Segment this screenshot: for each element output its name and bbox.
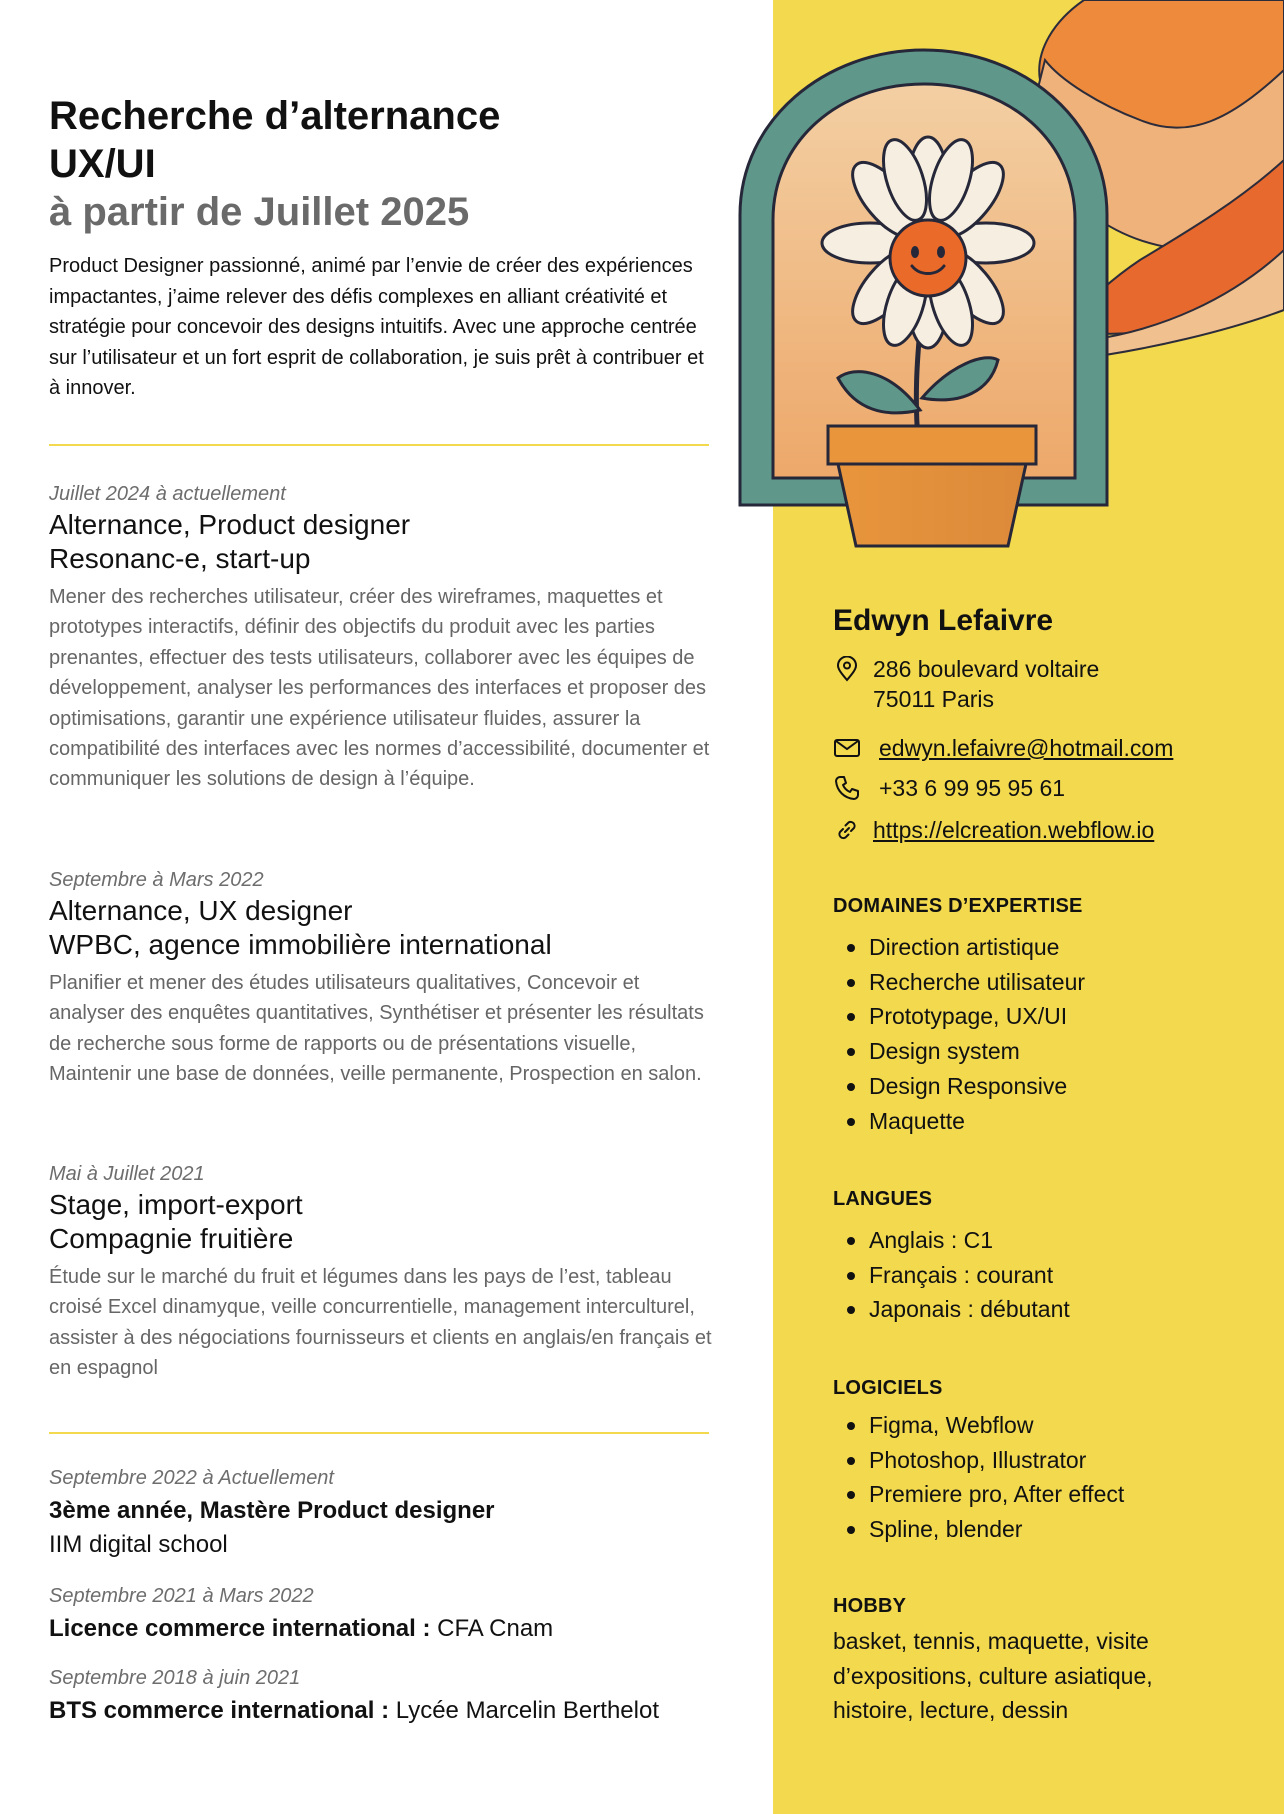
list-item: Français : courant — [833, 1258, 1070, 1293]
list-item: Maquette — [833, 1104, 1085, 1139]
education-degree: 3ème année, Mastère Product designer — [49, 1497, 495, 1524]
software-list — [833, 1408, 1124, 1547]
phone-number: +33 6 99 95 95 61 — [879, 775, 1066, 801]
experience-description: Mener des recherches utilisateur, créer des wireframes, maquettes et prototypes interactifs, définir des objectifs du produit avec les parties prenantes, effectuer des tests utilisateurs, collaborer avec les équipes de développement, analyser les performances des interfaces et proposer des optimisations, garantir une expérience utilisateur fluides, assurer la compatibilité des interfaces avec les normes d’accessibilité, documenter et communiquer les solutions de design à l’équipe. — [49, 586, 710, 791]
list-item: Figma, Webflow — [833, 1408, 1124, 1443]
education-date: Septembre 2022 à Actuellement — [49, 1467, 334, 1489]
experience-title: Stage, import-export — [49, 1189, 303, 1220]
page-title — [49, 92, 729, 236]
map-pin-icon — [833, 654, 861, 684]
address-line-1: 286 boulevard voltaire — [873, 656, 1100, 682]
expertise-list — [833, 930, 1085, 1138]
experience-company: WPBC, agence immobilière international — [49, 929, 552, 960]
education-school: Lycée Marcelin Berthelot — [389, 1697, 659, 1724]
experience-item — [49, 1160, 714, 1384]
experience-item — [49, 866, 714, 1090]
education-date: Septembre 2021 à Mars 2022 — [49, 1585, 314, 1607]
languages-title: LANGUES — [833, 1188, 933, 1210]
email-link[interactable]: edwyn.lefaivre@hotmail.com — [879, 735, 1174, 761]
profile-name: Edwyn Lefaivre — [833, 604, 1054, 637]
phone-icon — [833, 773, 861, 803]
experience-title: Alternance, Product designer — [49, 509, 411, 540]
experience-company: Resonanc-e, start-up — [49, 543, 311, 574]
experience-item — [49, 480, 714, 795]
education-degree: Licence commerce international : — [49, 1615, 431, 1642]
address-line-2: 75011 Paris — [873, 686, 995, 712]
website-link[interactable]: https://elcreation.webflow.io — [873, 817, 1155, 843]
mail-icon — [833, 733, 861, 763]
experience-description: Planifier et mener des études utilisateurs qualitatives, Concevoir et analyser des enquêtes quantitatives, Synthétiser et présenter les résultats de recherche sous forme de rapports ou de présentations visuelle, Maintenir une base de données, veille permanente, Prospection en salon. — [49, 972, 704, 1086]
divider — [49, 444, 709, 446]
education-school: IIM digital school — [49, 1531, 228, 1558]
title-line-1: Recherche d’alternance — [49, 94, 501, 138]
list-item: Direction artistique — [833, 930, 1085, 965]
title-line-3: à partir de Juillet 2025 — [49, 190, 470, 234]
divider — [49, 1432, 709, 1434]
experience-title: Alternance, UX designer — [49, 895, 353, 926]
experience-date: Juillet 2024 à actuellement — [49, 483, 286, 505]
list-item: Spline, blender — [833, 1512, 1124, 1547]
hobby-title: HOBBY — [833, 1595, 907, 1617]
experience-date: Mai à Juillet 2021 — [49, 1163, 205, 1185]
education-degree: BTS commerce international : — [49, 1697, 390, 1724]
experience-date: Septembre à Mars 2022 — [49, 869, 264, 891]
list-item: Anglais : C1 — [833, 1223, 1070, 1258]
email-row — [833, 733, 1173, 763]
address-row — [833, 654, 1099, 714]
expertise-title: DOMAINES D’EXPERTISE — [833, 895, 1083, 917]
education-date: Septembre 2018 à juin 2021 — [49, 1667, 301, 1689]
education-item — [49, 1664, 749, 1728]
phone-row — [833, 773, 1065, 803]
link-icon — [833, 815, 861, 845]
experience-description: Étude sur le marché du fruit et légumes dans les pays de l’est, tableau croisé Excel dinamyque, veille concurrentielle, management interculturel, assister à des négociations fournisseurs et clients en anglais/en français et en espagnol — [49, 1266, 712, 1380]
languages-list — [833, 1223, 1070, 1327]
list-item: Photoshop, Illustrator — [833, 1443, 1124, 1478]
intro-paragraph: Product Designer passionné, animé par l’envie de créer des expériences impactantes, j’aime relever des défis complexes en alliant créativité et stratégie pour concevoir des designs intuitifs. Avec une approche centrée sur l’utilisateur et un fort esprit de collaboration, je suis prêt à contribuer et à innover. — [49, 255, 704, 399]
list-item: Prototypage, UX/UI — [833, 999, 1085, 1034]
list-item: Premiere pro, After effect — [833, 1477, 1124, 1512]
website-row — [833, 815, 1154, 845]
experience-company: Compagnie fruitière — [49, 1223, 294, 1254]
education-school: CFA Cnam — [430, 1615, 554, 1642]
list-item: Design system — [833, 1034, 1085, 1069]
list-item: Design Responsive — [833, 1069, 1085, 1104]
education-item — [49, 1582, 749, 1646]
list-item: Japonais : débutant — [833, 1292, 1070, 1327]
software-title: LOGICIELS — [833, 1377, 943, 1399]
title-line-2: UX/UI — [49, 142, 156, 186]
hobby-text: basket, tennis, maquette, visite d’expositions, culture asiatique, histoire, lecture, dessin — [833, 1628, 1153, 1724]
list-item: Recherche utilisateur — [833, 965, 1085, 1000]
education-item — [49, 1464, 749, 1562]
